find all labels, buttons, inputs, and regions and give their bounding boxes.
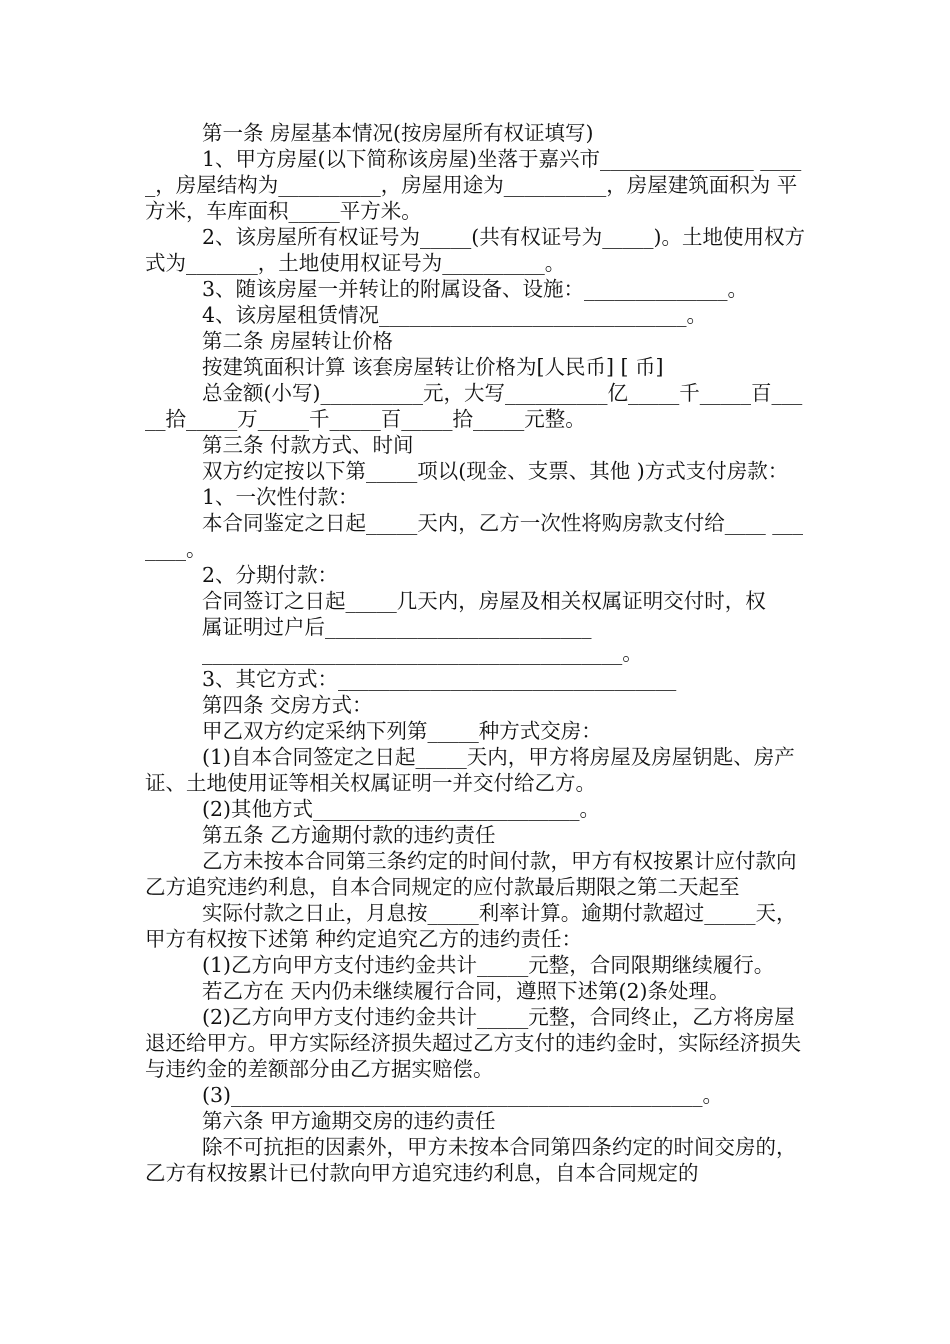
contract-paragraph: 1、甲方房屋(以下简称该房屋)坐落于嘉兴市_______________ _____，房屋结构为__________，房屋用途为__________，房屋建筑面积为 平方米，车库面积_____平方米。 xyxy=(145,147,802,223)
contract-paragraph: 属证明过户后__________________________ xyxy=(202,615,592,639)
contract-paragraph: 第四条 交房方式： xyxy=(202,693,373,717)
contract-paragraph: 第一条 房屋基本情况(按房屋所有权证填写) xyxy=(202,121,594,145)
contract-paragraph: _________________________________________。 xyxy=(202,641,643,665)
contract-paragraph: 第六条 甲方逾期交房的违约责任 xyxy=(202,1109,496,1133)
contract-paragraph: 乙方未按本合同第三条约定的时间付款，甲方有权按累计应付款向乙方追究违约利息，自本合同规定的应付款最后期限之第二天起至 xyxy=(145,849,797,899)
contract-paragraph: (2)其他方式__________________________。 xyxy=(202,797,601,821)
contract-paragraph: 3、随该房屋一并转让的附属设备、设施：______________。 xyxy=(202,277,749,301)
contract-paragraph: 4、该房屋租赁情况______________________________。 xyxy=(202,303,708,327)
contract-paragraph: 本合同鉴定之日起_____天内，乙方一次性将购房款支付给____ _______。 xyxy=(145,511,804,561)
contract-paragraph: 实际付款之日止，月息按_____利率计算。逾期付款超过_____天，甲方有权按下述第 种约定追究乙方的违约责任： xyxy=(145,901,797,951)
contract-document xyxy=(145,120,810,1186)
contract-paragraph: 1、一次性付款： xyxy=(202,485,359,509)
contract-paragraph: 除不可抗拒的因素外，甲方未按本合同第四条约定的时间交房的，乙方有权按累计已付款向甲方追究违约利息，自本合同规定的 xyxy=(145,1135,797,1185)
contract-paragraph: 第三条 付款方式、时间 xyxy=(202,433,414,457)
contract-paragraph: 第五条 乙方逾期付款的违约责任 xyxy=(202,823,496,847)
contract-paragraph: 甲乙双方约定采纳下列第_____种方式交房： xyxy=(202,719,602,743)
contract-paragraph: 第二条 房屋转让价格 xyxy=(202,329,394,353)
contract-paragraph: 双方约定按以下第_____项以(现金、支票、其他 )方式支付房款： xyxy=(202,459,789,483)
contract-paragraph: (1)乙方向甲方支付违约金共计_____元整，合同限期继续履行。 xyxy=(202,953,775,977)
contract-paragraph: (2)乙方向甲方支付违约金共计_____元整，合同终止，乙方将房屋退还给甲方。甲方实际经济损失超过乙方支付的违约金时，实际经济损失与违约金的差额部分由乙方据实赔偿。 xyxy=(145,1005,801,1081)
contract-paragraph: 若乙方在 天内仍未继续履行合同，遵照下述第(2)条处理。 xyxy=(202,979,730,1003)
contract-paragraph: 按建筑面积计算 该套房屋转让价格为[人民币] [ 币] xyxy=(202,355,664,379)
contract-paragraph: 2、该房屋所有权证号为_____(共有权证号为_____)。土地使用权方式为_______，土地使用权证号为__________。 xyxy=(145,225,806,275)
contract-paragraph: 总金额(小写)__________元，大写__________亿_____千_____百_____拾_____万_____千_____百_____拾_____元整。 xyxy=(145,381,803,431)
contract-paragraph: 合同签订之日起_____几天内，房屋及相关权属证明交付时，权 xyxy=(202,589,766,613)
contract-paragraph: 3、其它方式：_________________________________ xyxy=(202,667,677,691)
contract-paragraph: (1)自本合同签定之日起_____天内，甲方将房屋及房屋钥匙、房产证、土地使用证等相关权属证明一并交付给乙方。 xyxy=(145,745,795,795)
contract-paragraph: (3)______________________________________________。 xyxy=(202,1083,724,1107)
contract-paragraph: 2、分期付款： xyxy=(202,563,339,587)
